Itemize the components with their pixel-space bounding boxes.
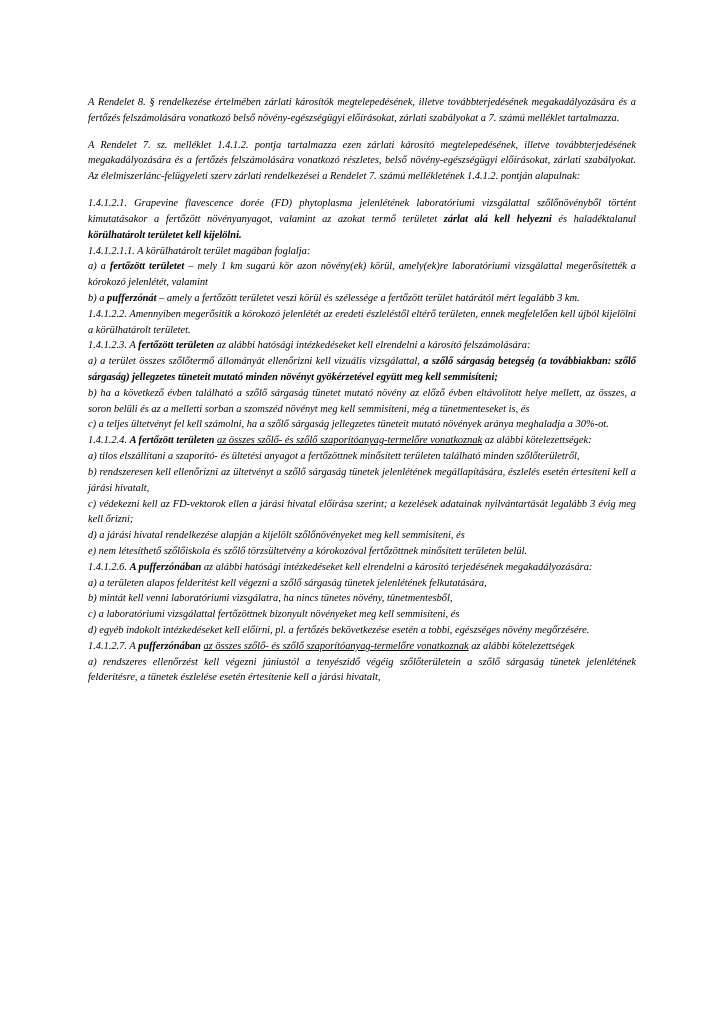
text-run: zárlat alá kell helyezni	[443, 213, 552, 225]
document-paragraph	[88, 307, 636, 339]
text-run: az alábbi hatósági intézkedéseket kell elrendelni a károsító terjedésének megakadályozására:	[201, 561, 593, 573]
text-run: b) a	[88, 292, 108, 304]
paragraph-list	[88, 95, 636, 686]
document-paragraph	[88, 433, 636, 449]
text-run: A Rendelet 8. § rendelkezése értelmében zárlati károsítók megtelepedésének, illetve továbbterjedésének megakadályozására és a fertőzés felszámolására vonatkozó belső növény-egészségügyi előírásokat, zárlati szabályokat a 7. számú melléklet tartalmazza.	[88, 97, 636, 124]
text-run: 1.4.1.2.4.	[88, 435, 130, 447]
text-run: az alábbi kötelezettségek	[468, 640, 575, 652]
text-run: és haladéktalanul	[551, 213, 636, 225]
text-run: A Rendelet 7. sz. melléklet 1.4.1.2. pontja tartalmazza ezen zárlati károsító megtelepedésének, illetve továbbterjedésének megakadályozására és a fertőzés felszámolására vonatkozó részletes, belső növény-egészségügyi előírásokat, zárlati szabályokat. Az élelmiszerlánc-felügyeleti szerv zárlati rendelkezései a Rendelet 7. számú mellékletének 1.4.1.2. pontján alapulnak:	[88, 139, 636, 183]
document-paragraph	[88, 639, 636, 655]
document-paragraph	[88, 497, 636, 529]
text-run: pufferzónában	[138, 640, 204, 652]
document-paragraph	[88, 591, 636, 607]
document-body	[88, 95, 636, 686]
document-paragraph	[88, 138, 636, 185]
document-paragraph	[88, 386, 636, 418]
document-paragraph	[88, 528, 636, 544]
text-run: az összes szőlő- és szőlő szaporítóanyag-termelőre vonatkoznak	[217, 435, 483, 447]
text-run: b) rendszeresen kell ellenőrizni az ültetvényt a szőlő sárgaság tünetek jelenlétének megállapítására, észlelés esetén értesíteni kell a járási hivatalt,	[88, 466, 636, 494]
document-paragraph	[88, 576, 636, 592]
text-run: pufferzónát	[107, 292, 157, 304]
text-run: 1.4.1.2.6.	[88, 561, 130, 573]
document-paragraph	[88, 623, 636, 639]
text-run: – mely 1 km sugarú kör azon növény(ek) körül, amely(ek)re laboratóriumi vizsgálattal megerősítették a kórokozó jelenlétét, valamint	[88, 261, 637, 289]
text-run: a) rendszeres ellenőrzést kell végezni júniustól a tenyészidő végéig szőlőterületein a szőlő sárgaság tünetek jelenlétének felderítésre, a tünetek észlelése esetén értesítenie kell a járási hivatalt,	[88, 656, 636, 684]
text-run: c) a teljes ültetvényt fel kell számolni, ha a szőlő sárgaság jellegzetes tüneteit mutató növények aránya meghaladja a 30%-ot.	[88, 419, 609, 431]
text-run: az alábbi hatósági intézkedéseket kell elrendelni a károsító felszámolására:	[214, 340, 531, 352]
text-run: 1.4.1.2.7. A	[88, 640, 139, 652]
text-run: a) a	[88, 261, 110, 273]
text-run: a) tilos elszállítani a szaporító- és ültetési anyagot a fertőzöttnek minősített területen található minden szőlőterületről,	[88, 451, 580, 463]
document-paragraph	[88, 338, 636, 354]
text-run: fertőzött területet	[109, 261, 185, 273]
text-run: 1.4.1.2.2. Amennyiben megerősítik a kórokozó jelenlétét az eredeti észleléstől eltérő területen, ennek megfelelően kell újból kijelölni a körülhatárolt területet.	[88, 308, 636, 336]
text-run: a szőlő sárgaság betegség (a továbbiakban: szőlő sárgaság) jellegzetes tüneteit mutató minden növényt gyökérzetével együtt meg kell semmisíteni;	[88, 356, 636, 383]
text-run: körülhatárolt területet kell kijelölni.	[88, 229, 242, 241]
text-run: A pufferzónában	[129, 561, 202, 573]
text-run: a) a terület összes szőlőtermő állományát ellenőrizni kell vizuális vizsgálattal,	[88, 356, 424, 368]
text-run: b) mintát kell venni laboratóriumi vizsgálatra, ha nincs tünetes növény, tünetmentesből,	[88, 593, 453, 605]
document-paragraph	[88, 560, 636, 576]
text-run: az alábbi kötelezettségek:	[482, 435, 592, 447]
text-run: – amely a fertőzött területet veszi körül és szélessége a fertőzött terület határától mért legalább 3 km.	[156, 292, 580, 304]
document-paragraph	[88, 449, 636, 465]
text-run: d) egyéb indokolt intézkedéseket kell előírni, pl. a fertőzés bekövetkezése esetén a tobbi, egészséges növény megőrzésére.	[88, 625, 590, 636]
text-run: 1.4.1.2.3. A	[88, 340, 139, 352]
document-paragraph	[88, 196, 636, 243]
document-paragraph	[88, 544, 636, 560]
text-run: A fertőzött területen	[129, 435, 218, 447]
document-paragraph	[88, 244, 636, 260]
document-paragraph	[88, 465, 636, 497]
document-paragraph	[88, 417, 636, 433]
text-run: fertőzött területen	[138, 340, 215, 352]
text-run: c) védekezni kell az FD-vektorok ellen a járási hivatal előírása szerint; a kezelések adatainak nyilvántartását legalább 3 évig meg kell őrizni;	[88, 498, 636, 526]
document-paragraph	[88, 95, 636, 127]
document-paragraph	[88, 607, 636, 623]
document-paragraph	[88, 655, 636, 687]
document-paragraph	[88, 354, 636, 386]
text-run: c) a laboratóriumi vizsgálattal fertőzöttnek bizonyult növényeket meg kell semmisíteni, és	[88, 609, 460, 621]
text-run: b) ha a következő évben található a szőlő sárgaság tünetet mutató növény az előző évben eltávolított helye mellett, az összes, a soron belüli és az a melletti sorban a szomszéd növényt meg kell semmisíteni, még a tünetmenteseket is, és	[88, 387, 636, 415]
text-run: az összes szőlő- és szőlő szaporítóanyag-termelőre vonatkoznak	[203, 640, 469, 652]
document-paragraph	[88, 259, 636, 291]
document-paragraph	[88, 291, 636, 307]
text-run: a) a területen alapos felderítést kell végezni a szőlő sárgaság tünetek jelenlétének felkutatására,	[88, 577, 487, 589]
text-run: 1.4.1.2.1. Grapevine flavescence dorée (FD) phytoplasma jelenlétének laboratóriumi vizsgálattal szőlőnövényből történt kimutatásakor a fertőzött növényanyagot, valamint az azokat termő területet	[88, 198, 636, 225]
text-run: 1.4.1.2.1.1. A körülhatárolt terület magában foglalja:	[88, 245, 311, 257]
text-run: d) a járási hivatal rendelkezése alapján a kijelölt szőlőnövényeket meg kell semmisíteni, és	[88, 530, 465, 542]
text-run: e) nem létesíthető szőlőiskola és szőlő törzsültetvény a kórokozóval fertőzöttnek minősített területen belül.	[88, 545, 528, 557]
